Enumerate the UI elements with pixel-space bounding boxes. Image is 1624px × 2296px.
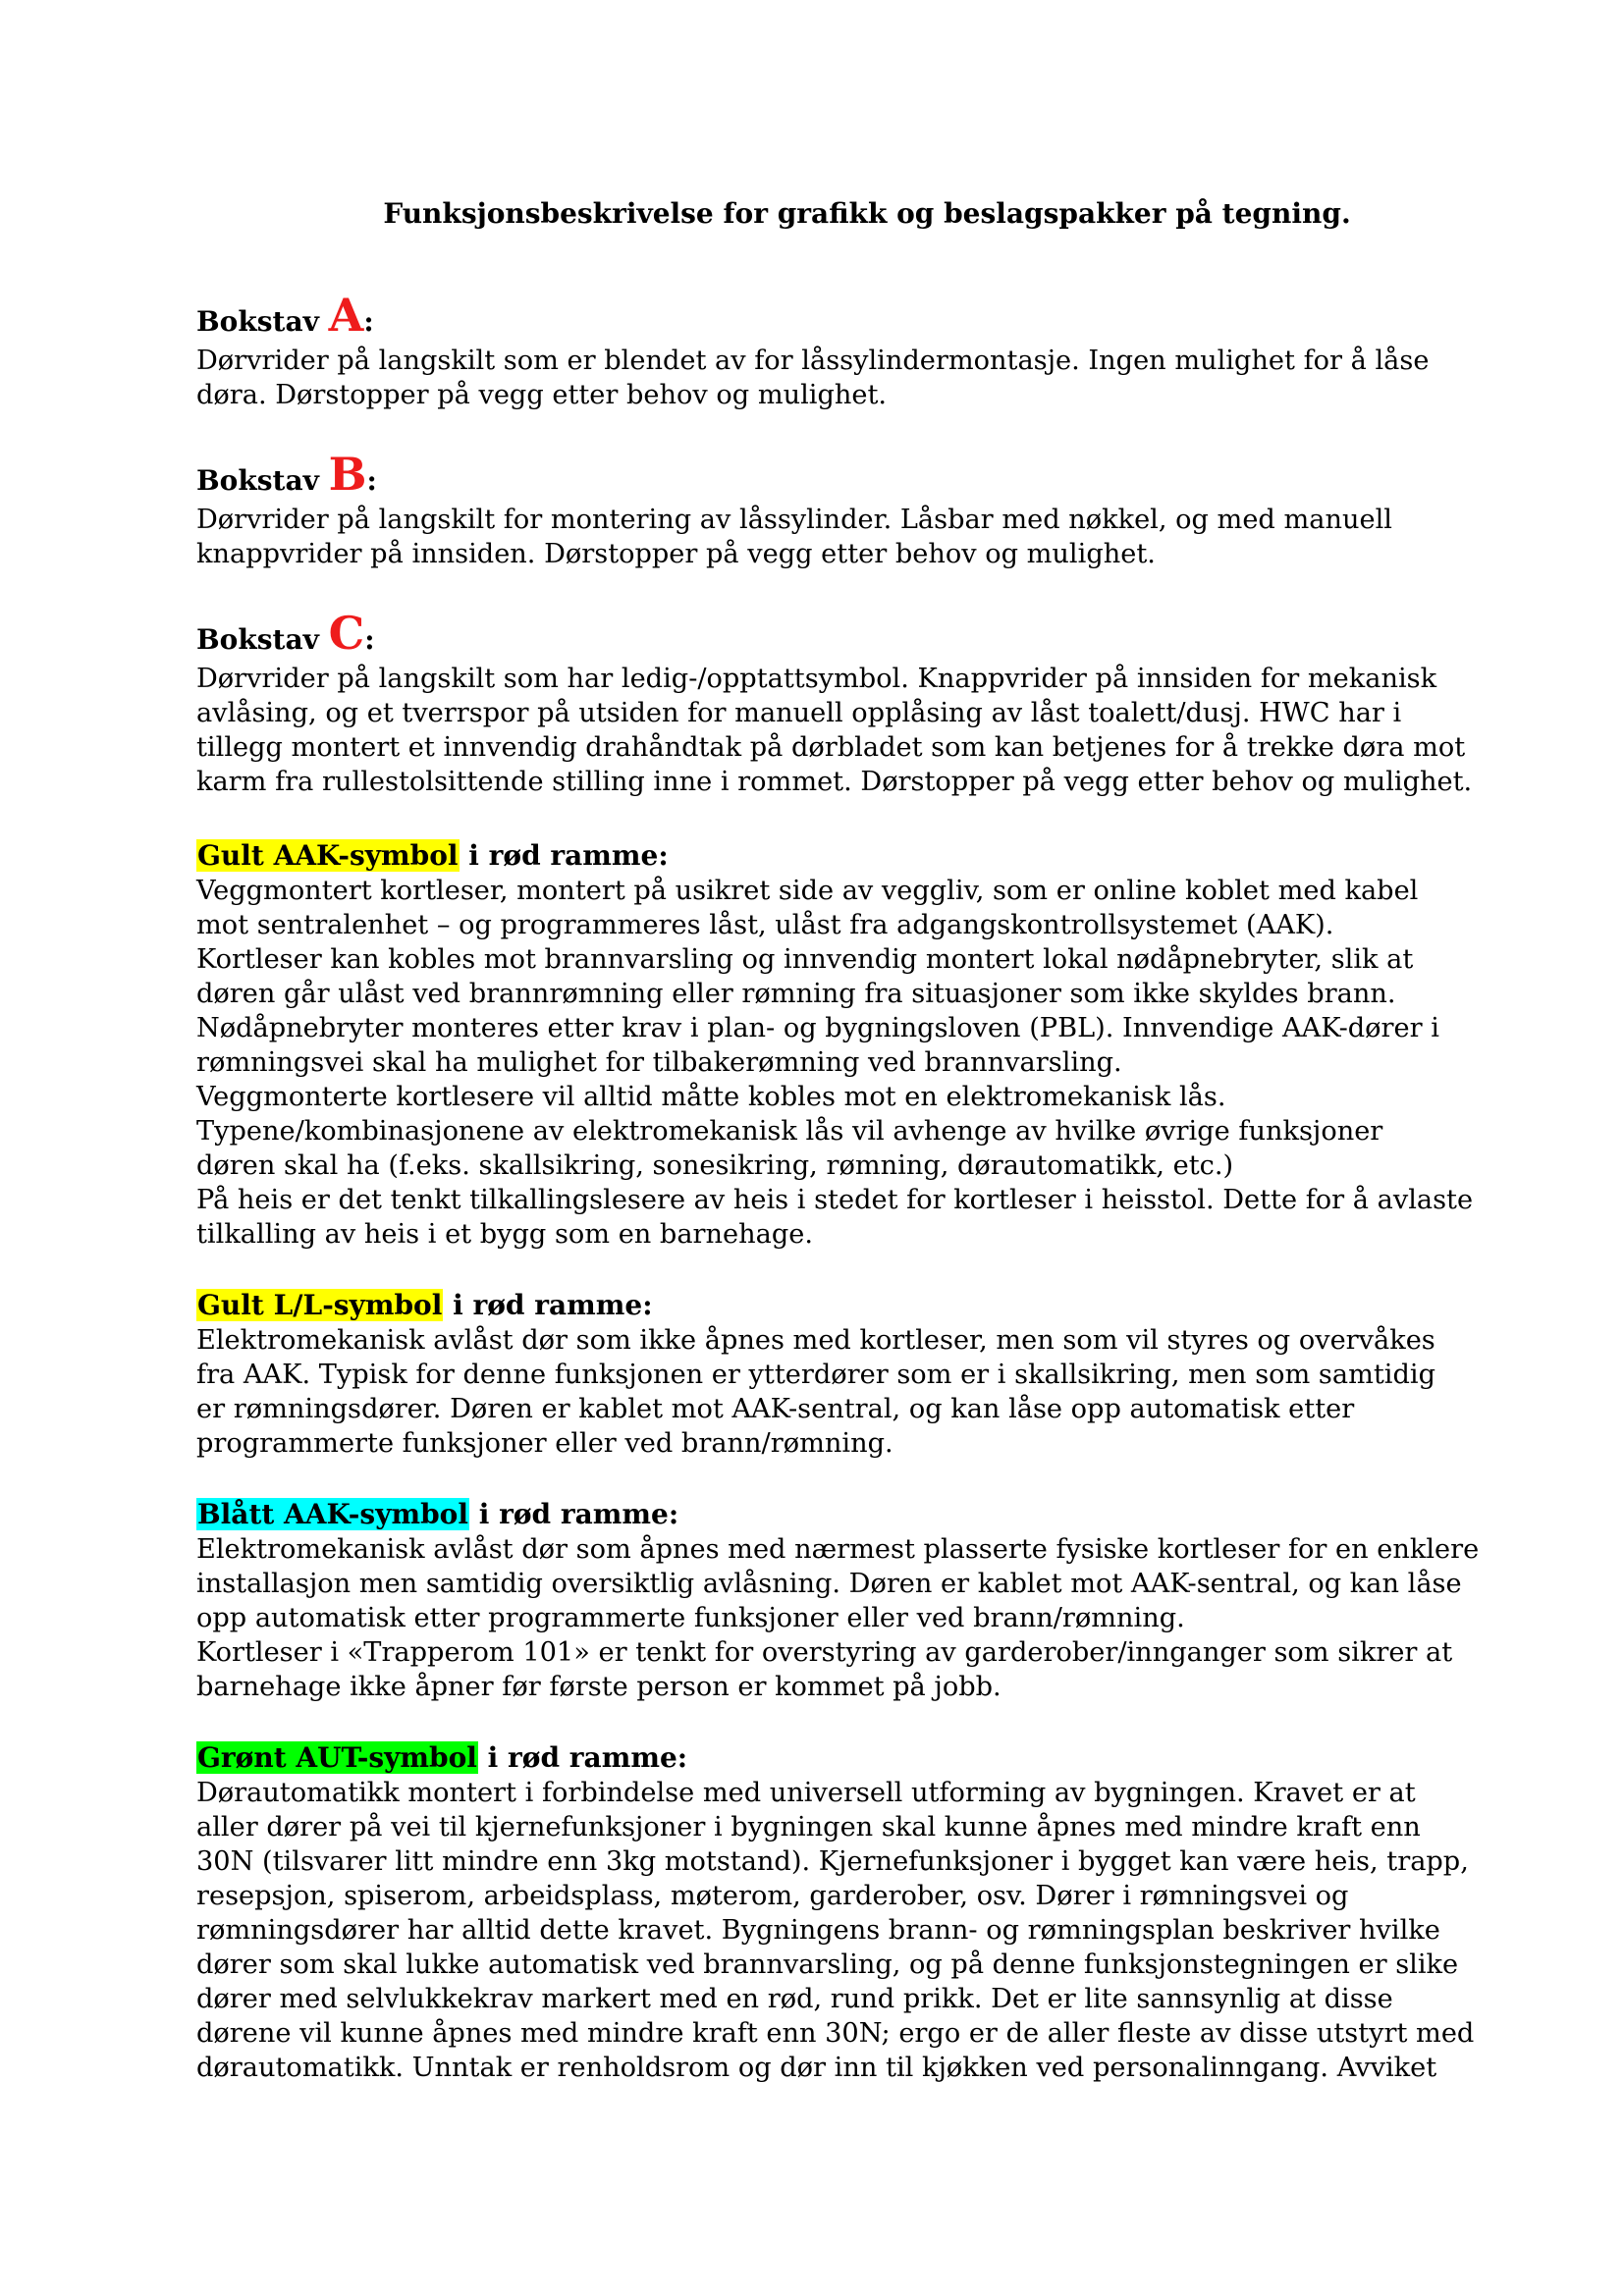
body-text-line: karm fra rullestolsittende stilling inne i rommet. Dørstopper på vegg etter behov og mulighet. <box>196 767 1473 797</box>
highlighted-symbol-label: Gult L/L-symbol <box>197 1289 443 1321</box>
body-text-line: barnehage ikke åpner før første person er kommet på jobb. <box>196 1672 1001 1702</box>
section-heading <box>196 448 1473 503</box>
heading-letter: A <box>328 289 364 342</box>
body-text-line: installasjon men samtidig oversiktlig avlåsning. Døren er kablet mot AAK-sentral, og kan låse <box>196 1569 1462 1599</box>
letter-section <box>196 289 1473 412</box>
section-spacer <box>196 1704 1473 1740</box>
heading-letter: B <box>328 448 367 501</box>
letter-section <box>196 448 1473 571</box>
body-text-line: Veggmontert kortleser, montert på usikret side av veggliv, som er online koblet med kabel <box>196 876 1419 906</box>
document-body <box>196 289 1480 2085</box>
section-heading <box>196 1497 1473 1532</box>
section-heading <box>196 1740 1473 1776</box>
heading-rest: i rød ramme: <box>468 1498 679 1530</box>
heading-prefix: Bokstav <box>196 623 329 656</box>
body-text-line: døren går ulåst ved brannrømning eller rømning fra situasjoner som ikke skyldes brann. <box>196 979 1396 1009</box>
section-spacer <box>196 1461 1473 1497</box>
heading-suffix: : <box>364 623 375 656</box>
body-text-line: aller dører på vei til kjernefunksjoner i bygningen skal kunne åpnes med mindre kraft enn <box>196 1812 1421 1842</box>
body-text-line: programmerte funksjoner eller ved brann/rømning. <box>196 1428 893 1459</box>
heading-rest: i rød ramme: <box>477 1741 688 1774</box>
body-text-line: døra. Dørstopper på vegg etter behov og mulighet. <box>196 380 888 410</box>
body-text-line: mot sentralenhet – og programmeres låst, ulåst fra adgangskontrollsystemet (AAK). <box>196 910 1334 940</box>
body-text-line: knappvrider på innsiden. Dørstopper på vegg etter behov og mulighet. <box>196 539 1156 569</box>
section-spacer <box>196 412 1473 452</box>
symbol-section <box>196 838 1473 1252</box>
body-text-line: Dørvrider på langskilt som er blendet av for låssylindermontasje. Ingen mulighet for å låse <box>196 346 1430 376</box>
body-text-line: dører med selvlukkekrav markert med en rød, rund prikk. Det er lite sannsynlig at disse <box>196 1984 1393 2014</box>
section-spacer <box>196 1252 1473 1288</box>
body-text-line: døren skal ha (f.eks. skallsikring, sonesikring, rømning, dørautomatikk, etc.) <box>196 1150 1234 1181</box>
body-text-line: Veggmonterte kortlesere vil alltid måtte kobles mot en elektromekanisk lås. <box>196 1082 1226 1112</box>
body-text-line: er rømningsdører. Døren er kablet mot AAK-sentral, og kan låse opp automatisk etter <box>196 1394 1355 1424</box>
body-text-line: dører som skal lukke automatisk ved brannvarsling, og på denne funksjonstegningen er slike <box>196 1949 1459 1980</box>
body-text-line: resepsjon, spiserom, arbeidsplass, møterom, garderober, osv. Dører i rømningsvei og <box>196 1881 1349 1911</box>
body-text-line: Dørvrider på langskilt som har ledig-/opptattsymbol. Knappvrider på innsiden for mekanisk <box>196 664 1437 694</box>
letter-section <box>196 607 1473 799</box>
heading-letter: C <box>328 607 365 660</box>
body-text-line: Dørautomatikk montert i forbindelse med universell utforming av bygningen. Kravet er at <box>196 1778 1416 1808</box>
body-text-line: Nødåpnebryter monteres etter krav i plan- og bygningsloven (PBL). Innvendige AAK-dører i <box>196 1013 1439 1043</box>
body-text-line: Typene/kombinasjonene av elektromekanisk lås vil avhenge av hvilke øvrige funksjoner <box>196 1116 1383 1147</box>
body-text-line: rømningsdører har alltid dette kravet. Bygningens brann- og rømningsplan beskriver hvilke <box>196 1915 1440 1946</box>
body-text-line: opp automatisk etter programmerte funksjoner eller ved brann/rømning. <box>196 1603 1185 1633</box>
symbol-section <box>196 1740 1473 2085</box>
body-text-line: dørene vil kunne åpnes med mindre kraft enn 30N; ergo er de aller fleste av disse utstyrt med <box>196 2018 1475 2049</box>
section-spacer <box>196 571 1473 611</box>
heading-suffix: : <box>366 464 377 497</box>
body-text-line: 30N (tilsvarer litt mindre enn 3kg motstand). Kjernefunksjoner i bygget kan være heis, trapp, <box>196 1846 1469 1877</box>
body-text-line: tillegg montert et innvendig drahåndtak på dørbladet som kan betjenes for å trekke døra mot <box>196 732 1466 763</box>
symbol-sections <box>196 838 1480 2085</box>
body-text-line: tilkalling av heis i et bygg som en barnehage. <box>196 1219 813 1250</box>
body-text-line: Elektromekanisk avlåst dør som åpnes med nærmest plasserte fysiske kortleser for en enklere <box>196 1534 1480 1565</box>
highlighted-symbol-label: Blått AAK-symbol <box>197 1498 468 1530</box>
body-text-line: Dørvrider på langskilt for montering av låssylinder. Låsbar med nøkkel, og med manuell <box>196 505 1392 535</box>
heading-suffix: : <box>363 305 374 338</box>
highlighted-symbol-label: Gult AAK-symbol <box>197 839 459 872</box>
symbol-section <box>196 1288 1473 1461</box>
body-text-line: Kortleser kan kobles mot brannvarsling og innvendig montert lokal nødåpnebryter, slik at <box>196 944 1414 975</box>
body-text-line: avlåsing, og et tverrspor på utsiden for manuell opplåsing av låst toalett/dusj. HWC har i <box>196 698 1402 728</box>
body-text-line: På heis er det tenkt tilkallingslesere av heis i stedet for kortleser i heisstol. Dette for å avlaste <box>196 1185 1474 1215</box>
document-title: Funksjonsbeskrivelse for grafikk og beslagspakker på tegning. <box>383 197 1351 230</box>
symbol-section <box>196 1497 1480 1704</box>
section-spacer <box>196 799 1473 838</box>
section-heading <box>196 838 1473 874</box>
heading-rest: i rød ramme: <box>459 839 669 872</box>
section-heading <box>196 607 1473 662</box>
section-heading <box>196 289 1473 344</box>
letter-sections <box>196 289 1473 838</box>
body-text-line: Kortleser i «Trapperom 101» er tenkt for overstyring av garderober/innganger som sikrer at <box>196 1637 1453 1668</box>
heading-prefix: Bokstav <box>196 305 329 338</box>
heading-rest: i rød ramme: <box>443 1289 653 1321</box>
body-text-line: Elektromekanisk avlåst dør som ikke åpnes med kortleser, men som vil styres og overvåkes <box>196 1325 1435 1356</box>
section-heading <box>196 1288 1473 1323</box>
highlighted-symbol-label: Grønt AUT-symbol <box>197 1741 477 1774</box>
body-text-line: fra AAK. Typisk for denne funksjonen er ytterdører som er i skallsikring, men som samtidig <box>196 1360 1436 1390</box>
body-text-line: dørautomatikk. Unntak er renholdsrom og dør inn til kjøkken ved personalinngang. Avviket <box>196 2053 1437 2083</box>
heading-prefix: Bokstav <box>196 464 329 497</box>
body-text-line: rømningsvei skal ha mulighet for tilbakerømning ved brannvarsling. <box>196 1047 1122 1078</box>
